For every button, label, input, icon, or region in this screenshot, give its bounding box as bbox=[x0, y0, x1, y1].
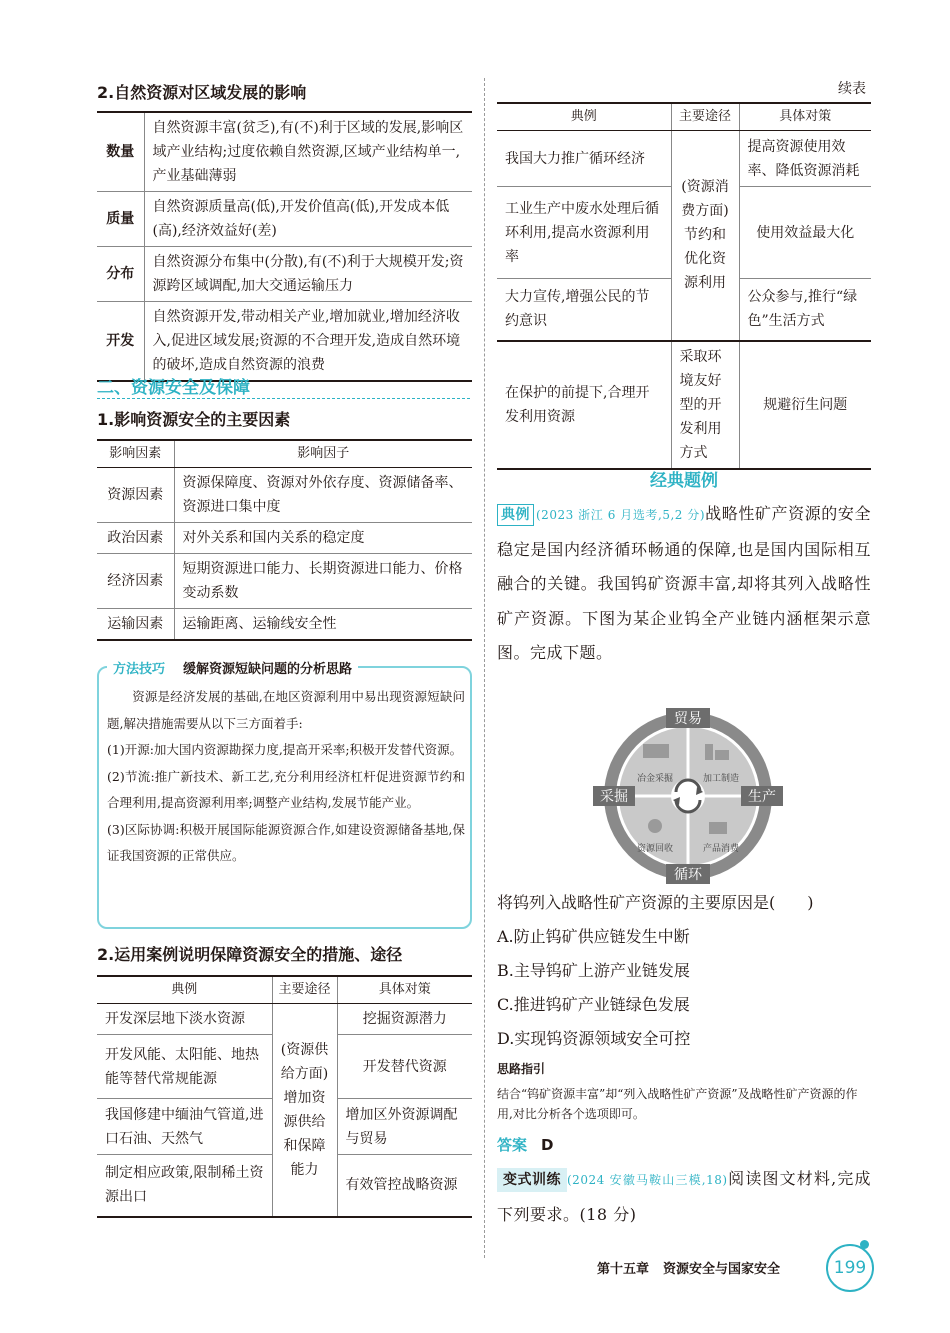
factor-detail: 运输距离、运输线安全性 bbox=[174, 609, 472, 641]
factors-header-detail: 影响因子 bbox=[174, 440, 472, 468]
cases-header-route: 主要途径 bbox=[671, 103, 739, 131]
answer-label: 答案 bbox=[497, 1136, 528, 1154]
exercise-text-rest: 材料,完成下列要求。(18 分) bbox=[497, 1169, 871, 1224]
case-measure: 增加区外资源调配与贸易 bbox=[337, 1099, 472, 1155]
method-paragraph: 资源是经济发展的基础,在地区资源利用中易出现资源短缺问题,解决措施需要从以下三方面着手: bbox=[107, 689, 465, 731]
classic-examples-title: 经典题例 bbox=[650, 471, 718, 491]
recycle-icon bbox=[648, 819, 662, 833]
question-stem bbox=[497, 497, 871, 671]
case-example: 开发深层地下淡水资源 bbox=[97, 1004, 272, 1035]
case-measure: 公众参与,推行“绿色”生活方式 bbox=[739, 279, 871, 341]
factor-name: 经济因素 bbox=[97, 554, 174, 609]
method-tips-body bbox=[107, 684, 465, 870]
continued-label: 续表 bbox=[838, 81, 866, 97]
inner-label-consumption: 产品消费 bbox=[702, 844, 740, 854]
factor-name: 政治因素 bbox=[97, 523, 174, 554]
answer-value: D bbox=[541, 1136, 554, 1154]
footer-chapter: 第十五章 bbox=[597, 1262, 650, 1277]
factor-name: 运输因素 bbox=[97, 609, 174, 641]
option-d: D.实现钨资源领域安全可控 bbox=[497, 1029, 691, 1048]
natural-label-distribution: 分布 bbox=[97, 247, 144, 302]
outer-label-trade: 贸易 bbox=[674, 711, 702, 727]
cases-table-right bbox=[497, 102, 871, 470]
case-example: 大力宣传,增强公民的节约意识 bbox=[497, 279, 671, 341]
factor-name: 资源因素 bbox=[97, 468, 174, 523]
footer bbox=[597, 1258, 780, 1277]
natural-label-quantity: 数量 bbox=[97, 112, 144, 192]
factors-table bbox=[97, 439, 472, 641]
inner-label-recycling: 资源回收 bbox=[636, 844, 674, 854]
case-measure: 规避衍生问题 bbox=[739, 341, 871, 469]
method-tips-title: 缓解资源短缺问题的分析思路 bbox=[183, 662, 353, 677]
question-ask: 将钨列入战略性矿产资源的主要原因是( ) bbox=[497, 893, 814, 912]
outer-label-extraction: 采掘 bbox=[600, 789, 628, 805]
case-measure: 使用效益最大化 bbox=[739, 187, 871, 279]
cases-header-example: 典例 bbox=[97, 976, 272, 1004]
exercise-block bbox=[497, 1162, 871, 1232]
page-number: 199 bbox=[826, 1244, 874, 1292]
case-example: 我国大力推广循环经济 bbox=[497, 131, 671, 187]
method-tips-tag: 方法技巧 bbox=[113, 662, 166, 677]
factory-icon bbox=[705, 744, 713, 760]
case-measure: 提高资源使用效率、降低资源消耗 bbox=[739, 131, 871, 187]
case-measure: 有效管控战略资源 bbox=[337, 1155, 472, 1217]
natural-text-quantity: 自然资源丰富(贫乏),有(不)利于区域的发展,影响区域产业结构;过度依赖自然资源,区域产业结构单一,产业基础薄弱 bbox=[144, 112, 472, 192]
hint-title: 思路指引 bbox=[497, 1062, 546, 1076]
cases-header-route: 主要途径 bbox=[272, 976, 337, 1004]
factor-detail: 短期资源进口能力、长期资源进口能力、价格变动系数 bbox=[174, 554, 472, 609]
center-hub bbox=[671, 779, 705, 813]
factors-heading: 1.影响资源安全的主要因素 bbox=[97, 410, 291, 429]
cases-header-measure: 具体对策 bbox=[739, 103, 871, 131]
case-route: 采取环境友好型的开发利用方式 bbox=[671, 341, 739, 469]
question-stem-rest: 资源的安全稳定是国内经济循环畅通的保障,也是国内国际相互融合的关键。我国钨矿资源丰富,却将其列入战略性矿产资源。下图为某企业钨全产业链内涵框架示意图。完成下题。 bbox=[497, 504, 871, 662]
natural-label-quality: 质量 bbox=[97, 192, 144, 247]
section-rule bbox=[97, 398, 472, 399]
option-a: A.防止钨矿供应链发生中断 bbox=[497, 927, 690, 946]
method-paragraph: (1)开源:加大国内资源勘探力度,提高开采率;积极开发替代资源。 bbox=[107, 742, 463, 757]
factory-icon bbox=[715, 750, 729, 760]
case-example: 我国修建中缅油气管道,进口石油、天然气 bbox=[97, 1099, 272, 1155]
factor-detail: 对外关系和国内关系的稳定度 bbox=[174, 523, 472, 554]
case-example: 工业生产中废水处理后循环利用,提高水资源利用率 bbox=[497, 187, 671, 279]
method-tips-box bbox=[97, 662, 472, 929]
case-example: 在保护的前提下,合理开发利用资源 bbox=[497, 341, 671, 469]
case-route: (资源消费方面)节约和优化资源利用 bbox=[671, 131, 739, 341]
case-example: 开发风能、太阳能、地热能等替代常规能源 bbox=[97, 1035, 272, 1099]
natural-text-quality: 自然资源质量高(低),开发价值高(低),开发成本低(高),经济效益好(差) bbox=[144, 192, 472, 247]
factor-detail: 资源保障度、资源对外依存度、资源储备率、资源进口集中度 bbox=[174, 468, 472, 523]
cases-table-left bbox=[97, 975, 472, 1218]
column-divider bbox=[484, 78, 485, 1258]
cases-heading: 2.运用案例说明保障资源安全的措施、途径 bbox=[97, 945, 403, 964]
natural-resource-table bbox=[97, 111, 472, 382]
case-measure: 挖掘资源潜力 bbox=[337, 1004, 472, 1035]
question-stem-first: 战略性矿产 bbox=[705, 504, 789, 523]
exercise-text-first: 阅读图文 bbox=[727, 1169, 797, 1188]
factors-header-factor: 影响因素 bbox=[97, 440, 174, 468]
case-route: (资源供给方面)增加资源供给和保障能力 bbox=[272, 1004, 337, 1217]
cases-header-example: 典例 bbox=[497, 103, 671, 131]
option-c: C.推进钨矿产业链绿色发展 bbox=[497, 995, 690, 1014]
cases-header-measure: 具体对策 bbox=[337, 976, 472, 1004]
product-icon bbox=[709, 822, 727, 834]
page-number-dot bbox=[860, 1240, 869, 1249]
method-paragraph: (2)节流:推广新技术、新工艺,充分利用经济杠杆促进资源节约和合理利用,提高资源利用率;调整产业结构,发展节能产业。 bbox=[107, 768, 465, 810]
tungsten-chain-diagram bbox=[593, 706, 783, 886]
option-b: B.主导钨矿上游产业链发展 bbox=[497, 961, 690, 980]
natural-label-development: 开发 bbox=[97, 302, 144, 382]
inner-label-mining: 冶金采掘 bbox=[636, 774, 674, 784]
case-measure: 开发替代资源 bbox=[337, 1035, 472, 1099]
exercise-badge: 变式训练 bbox=[497, 1168, 567, 1192]
inner-label-processing: 加工制造 bbox=[702, 774, 740, 784]
case-example: 制定相应政策,限制稀土资源出口 bbox=[97, 1155, 272, 1217]
method-paragraph: (3)区际协调:积极开展国际能源资源合作,如建设资源储备基地,保证我国资源的正常供应。 bbox=[107, 821, 465, 863]
hint-text: 结合“钨矿资源丰富”却“列入战略性矿产资源”及战略性矿产资源的作用,对比分析各个选项即可。 bbox=[497, 1087, 858, 1121]
exercise-source: (2024 安徽马鞍山三模,18) bbox=[567, 1173, 728, 1187]
question-source: (2023 浙江 6 月选考,5,2 分) bbox=[536, 508, 706, 522]
natural-text-distribution: 自然资源分布集中(分散),有(不)利于大规模开发;资源跨区域调配,加大交通运输压力 bbox=[144, 247, 472, 302]
method-tips-header bbox=[107, 658, 358, 677]
outer-label-production: 生产 bbox=[748, 789, 776, 805]
mining-icon bbox=[643, 744, 669, 758]
footer-title: 资源安全与国家安全 bbox=[663, 1262, 781, 1277]
example-badge: 典例 bbox=[497, 504, 534, 526]
tungsten-chain-svg bbox=[593, 706, 783, 886]
outer-label-cycle: 循环 bbox=[674, 867, 702, 883]
natural-resource-heading: 2.自然资源对区域发展的影响 bbox=[97, 83, 307, 102]
natural-text-development: 自然资源开发,带动相关产业,增加就业,增加经济收入,促进区域发展;资源的不合理开发,造成自然环境的破坏,造成自然资源的浪费 bbox=[144, 302, 472, 382]
answer-row bbox=[497, 1134, 553, 1155]
section-title-resource-security: 二、资源安全及保障 bbox=[97, 378, 250, 398]
